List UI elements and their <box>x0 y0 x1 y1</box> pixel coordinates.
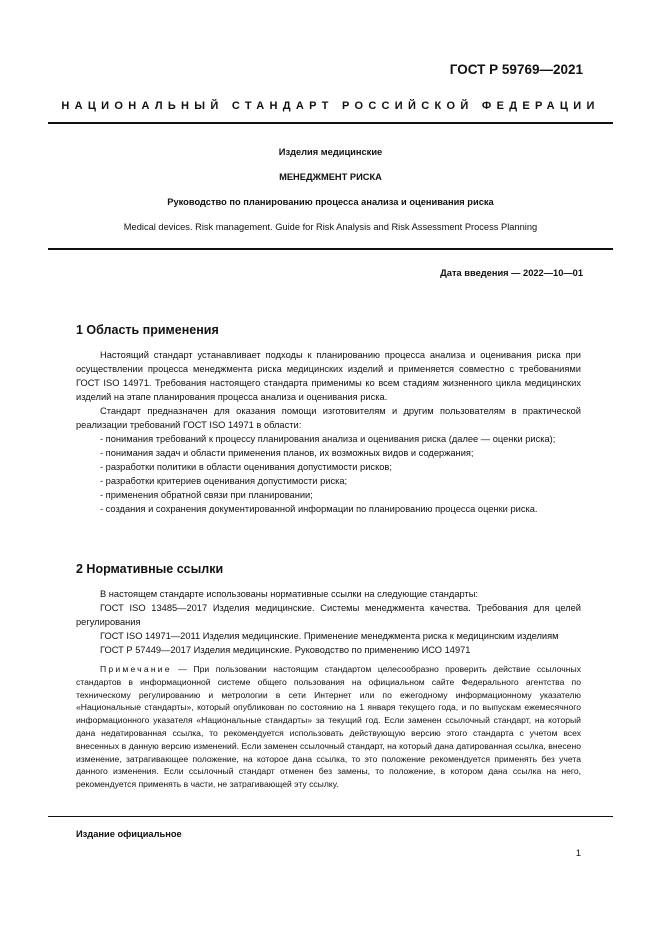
reference-item: ГОСТ ISO 14971—2011 Изделия медицинские. Применение менеджмента риска к медицинским изделиям <box>100 631 559 641</box>
page-number: 1 <box>575 848 581 858</box>
official-edition-label: Издание официальное <box>76 829 182 839</box>
title-line-3: Руководство по планированию процесса анализа и оценивания риска <box>167 197 494 207</box>
document-number: ГОСТ Р 59769—2021 <box>449 62 583 77</box>
title-line-1: Изделия медицинские <box>278 147 383 157</box>
section-1-heading: 1 Область применения <box>76 323 219 337</box>
section-1-paragraph-1: Настоящий стандарт устанавливает подходы к планированию процесса анализа и оценивания риска при осуществлении процесса менеджмента риска медицинских изделий и применяется совместно с требованиями ГОСТ ISO 14971. Требования настоящего стандарта применимы ко всем стадиям жизненного цикла медицинских изделий на этапе планирования процесса анализа и оценивания риска. <box>76 350 581 402</box>
list-item: - понимания задач и области применения планов, их возможных видов и содержания; <box>100 448 474 458</box>
note-label: Примечание <box>100 664 172 674</box>
top-rule <box>48 122 613 124</box>
section-2-paragraph-1: В настоящем стандарте использованы нормативные ссылки на следующие стандарты: <box>100 589 479 599</box>
national-standard-banner: НАЦИОНАЛЬНЫЙ СТАНДАРТ РОССИЙСКОЙ ФЕДЕРАЦИИ <box>61 100 600 112</box>
footer-rule <box>48 816 613 817</box>
section-normative-references <box>76 561 581 791</box>
section-1-paragraph-2: Стандарт предназначен для оказания помощи изготовителям и другим пользователям в практической реализации требований ГОСТ ISO 14971 в области: <box>76 406 581 430</box>
list-item: - понимания требований к процессу планирования анализа и оценивания риска (далее — оценки риска); <box>100 434 556 444</box>
section-2-heading: 2 Нормативные ссылки <box>76 562 224 576</box>
introduction-date: Дата введения — 2022—10—01 <box>440 268 583 278</box>
section-scope <box>76 322 581 516</box>
title-bottom-rule <box>48 248 613 250</box>
reference-item: ГОСТ Р 57449—2017 Изделия медицинские. Руководство по применению ИСО 14971 <box>100 645 471 655</box>
list-item: - разработки критериев оценивания допустимости риска; <box>100 476 348 486</box>
list-item: - создания и сохранения документированной информации по планированию процесса оценки риска. <box>100 504 538 514</box>
list-item: - разработки политики в области оценивания допустимости рисков; <box>100 462 392 472</box>
list-item: - применения обратной связи при планировании; <box>100 490 313 500</box>
note <box>76 663 581 791</box>
title-english: Medical devices. Risk management. Guide for Risk Analysis and Risk Assessment Process Planning <box>123 222 538 232</box>
note-text: — При пользовании настоящим стандартом целесообразно проверить действие ссылочных стандартов в информационной системе общего пользования на официальном сайте Федерального агентства по техническому регулированию и метрологии в сети Интернет или по ежегодному информационному указателю «Национальные стандарты», который опубликован по состоянию на 1 января текущего года, и по выпускам ежемесячного информационного указателя «Национальные стандарты» за текущий год. Если заменен ссылочный стандарт, на который дана недатированная ссылка, то рекомендуется использовать действующую версию этого стандарта с учетом всех внесенных в данную версию изменений. Если заменен ссылочный стандарт, на который дана датированная ссылка, внесено изменение, затрагивающее положение, на которое дана ссылка, то это положение рекомендуется применять без учета данного изменения. Если ссылочный стандарт отменен без замены, то положение, в котором дана ссылка на него, рекомендуется применять в части, не затрагивающей эту ссылку. <box>76 664 581 790</box>
reference-item: ГОСТ ISO 13485—2017 Изделия медицинские. Системы менеджмента качества. Требования для целей регулирования <box>76 603 581 627</box>
title-line-2: МЕНЕДЖМЕНТ РИСКА <box>279 172 382 182</box>
